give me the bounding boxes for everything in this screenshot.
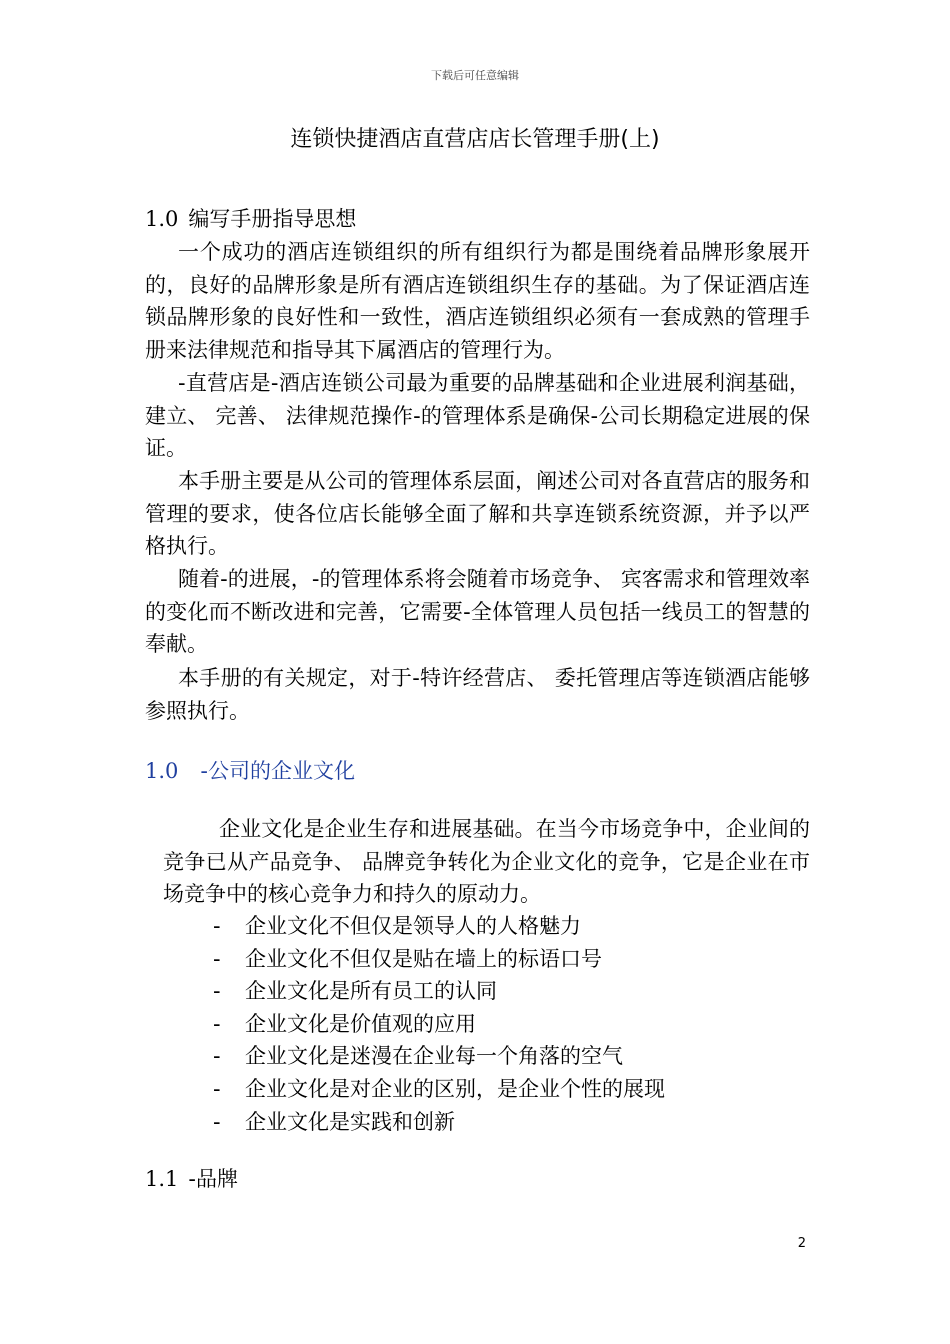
list-item-text: 企业文化不但仅是贴在墙上的标语口号 <box>245 946 602 971</box>
section-title: -品牌 <box>188 1167 238 1191</box>
list-item <box>213 1106 665 1139</box>
list-item <box>213 910 665 943</box>
list-item-text: 企业文化是实践和创新 <box>245 1109 455 1134</box>
section-heading-corporate-culture <box>145 755 355 785</box>
section-number: 1.0 <box>145 759 179 783</box>
bullet-marker: - <box>213 979 221 1004</box>
section-number: 1.1 <box>145 1167 179 1191</box>
bullet-marker: - <box>213 1044 221 1069</box>
bullet-marker: - <box>213 1109 221 1134</box>
culture-bullet-list <box>213 910 665 1138</box>
section-heading-guiding-ideas <box>145 203 356 233</box>
section-title: 编写手册指导思想 <box>188 207 357 231</box>
list-item-text: 企业文化是对企业的区别，是企业个性的展现 <box>245 1076 665 1101</box>
page-number: 2 <box>797 1236 806 1251</box>
section-number: 1.0 <box>145 207 179 231</box>
paragraph-5: 本手册的有关规定，对于-特许经营店、 委托管理店等连锁酒店能够参照执行。 <box>145 666 810 723</box>
list-item-text: 企业文化是价值观的应用 <box>245 1011 476 1036</box>
list-item-text: 企业文化不但仅是领导人的人格魅力 <box>245 914 581 938</box>
section-heading-brand <box>145 1163 238 1193</box>
list-item <box>213 943 665 976</box>
list-item-text: 企业文化是所有员工的认同 <box>245 979 497 1004</box>
list-item <box>213 975 665 1008</box>
paragraph-1: 一个成功的酒店连锁组织的所有组织行为都是围绕着品牌形象展开的，良好的品牌形象是所有酒店连锁组织生存的基础。为了保证酒店连锁品牌形象的良好性和一致性，酒店连锁组织必须有一套成熟的管理手册来法律规范和指导其下属酒店的管理行为。 <box>145 240 810 362</box>
paragraph-2: -直营店是-酒店连锁公司最为重要的品牌基础和企业进展利润基础，建立、 完善、 法律规范操作-的管理体系是确保-公司长期稳定进展的保证。 <box>145 371 810 461</box>
section-title: -公司的企业文化 <box>200 759 355 783</box>
paragraph-4: 随着-的进展，-的管理体系将会随着市场竞争、 宾客需求和管理效率的变化而不断改进和完善，它需要-全体管理人员包括一线员工的智慧的奉献。 <box>145 567 810 657</box>
culture-paragraph: 企业文化是企业生存和进展基础。在当今市场竞争中，企业间的竞争已从产品竞争、 品牌竞争转化为企业文化的竞争，它是企业在市场竞争中的核心竞争力和持久的原动力。 <box>163 817 810 907</box>
list-item <box>213 1073 665 1106</box>
paragraph-3: 本手册主要是从公司的管理体系层面，阐述公司对各直营店的服务和管理的要求，使各位店长能够全面了解和共享连锁系统资源，并予以严格执行。 <box>145 469 810 559</box>
bullet-marker: - <box>213 946 221 971</box>
list-item <box>213 1040 665 1073</box>
list-item-text: 企业文化是迷漫在企业每一个角落的空气 <box>245 1044 623 1069</box>
bullet-marker: - <box>213 1011 221 1036</box>
page-header: 下载后可任意编辑 <box>431 69 519 82</box>
bullet-marker: - <box>213 914 221 938</box>
list-item <box>213 1008 665 1041</box>
document-title: 连锁快捷酒店直营店店长管理手册(上) <box>290 127 660 152</box>
bullet-marker: - <box>213 1076 221 1101</box>
